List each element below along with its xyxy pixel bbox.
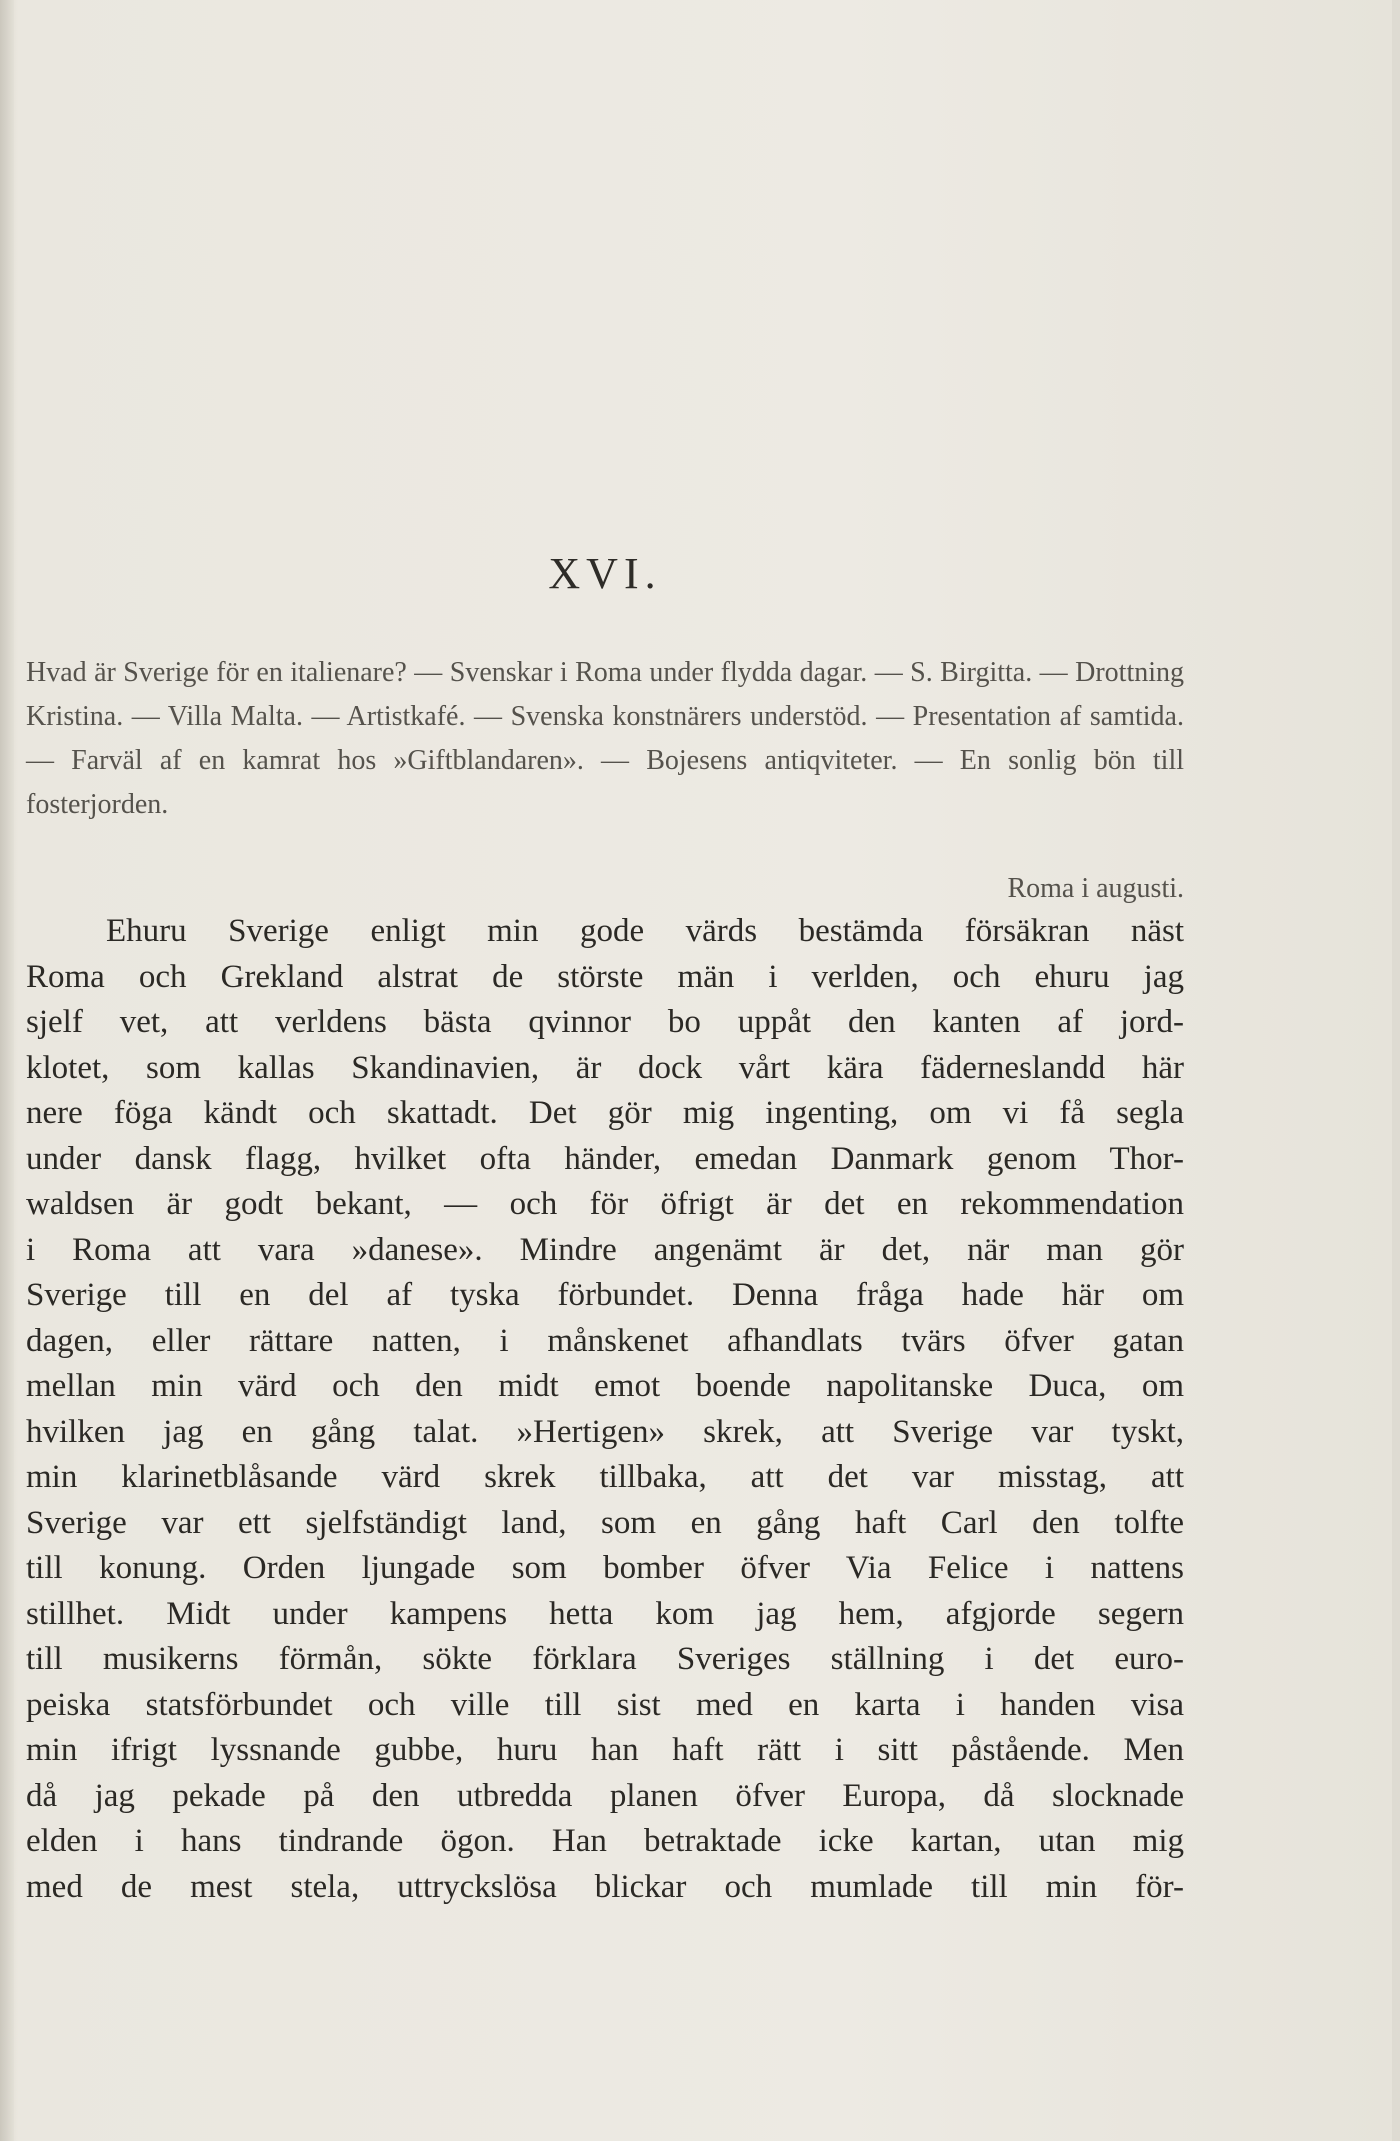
page-content <box>26 548 1184 1910</box>
body-line: mellan min värd och den midt emot boende napolitanske Duca, om <box>26 1368 1184 1404</box>
binding-edge <box>0 0 14 2141</box>
body-line: Roma och Grekland alstrat de störste män i verlden, och ehuru jag <box>26 958 1184 995</box>
body-line: min klarinetblåsande värd skrek tillbaka, att det var misstag, att <box>26 1459 1184 1495</box>
body-line: Sverige var ett sjelfständigt land, som en gång haft Carl den tolfte <box>26 1504 1184 1541</box>
body-line: sjelf vet, att verldens bästa qvinnor bo uppåt den kanten af jord- <box>26 1004 1184 1040</box>
body-line: dagen, eller rättare natten, i månskenet afhandlats tvärs öfver gatan <box>26 1322 1184 1359</box>
body-line: klotet, som kallas Skandinavien, är dock vårt kära fäderneslandd här <box>26 1049 1184 1086</box>
body-line: Sverige till en del af tyska förbundet. Denna fråga hade här om <box>26 1277 1184 1313</box>
body-line: elden i hans tindrande ögon. Han betraktade icke kartan, utan mig <box>26 1823 1184 1859</box>
body-line: då jag pekade på den utbredda planen öfver Europa, då slocknade <box>26 1777 1184 1814</box>
body-line: till musikerns förmån, sökte förklara Sveriges ställning i det euro- <box>26 1641 1184 1677</box>
body-line: under dansk flagg, hvilket ofta händer, emedan Danmark genom Thor- <box>26 1140 1184 1177</box>
body-line: stillhet. Midt under kampens hetta kom jag hem, afgjorde segern <box>26 1595 1184 1632</box>
body-line: peiska statsförbundet och ville till sist med en karta i handen visa <box>26 1686 1184 1723</box>
page-edge <box>1392 0 1400 2141</box>
body-line: nere föga kändt och skattadt. Det gör mig ingenting, om vi få segla <box>26 1095 1184 1131</box>
body-line: i Roma att vara »danese». Mindre angenämt är det, när man gör <box>26 1231 1184 1268</box>
chapter-number: XVI. <box>548 549 662 598</box>
body-line: min ifrigt lyssnande gubbe, huru han haft rätt i sitt påstående. Men <box>26 1732 1184 1768</box>
chapter-summary: Hvad är Sverige för en italienare? — Svenskar i Roma under flydda dagar. — S. Birgitta. — Drottning Kristina. — Villa Malta. — Artistkafé. — Svenska konstnärers understöd. — Presentation af samtida. — Farväl af en kamrat hos »Giftblandaren». — Bojesens antiqviteter. — En sonlig bön till fosterjorden. <box>26 657 1184 820</box>
body-line: Ehuru Sverige enligt min gode värds bestämda försäkran näst <box>106 913 1184 949</box>
body-line: med de mest stela, uttryckslösa blickar och mumlade till min för- <box>26 1868 1184 1905</box>
body-line: hvilken jag en gång talat. »Hertigen» skrek, att Sverige var tyskt, <box>26 1413 1184 1450</box>
dateline: Roma i augusti. <box>1007 873 1184 904</box>
body-line: till konung. Orden ljungade som bomber öfver Via Felice i nattens <box>26 1550 1184 1586</box>
body-line: waldsen är godt bekant, — och för öfrigt är det en rekommendation <box>26 1186 1184 1222</box>
body-text <box>26 909 1184 1910</box>
